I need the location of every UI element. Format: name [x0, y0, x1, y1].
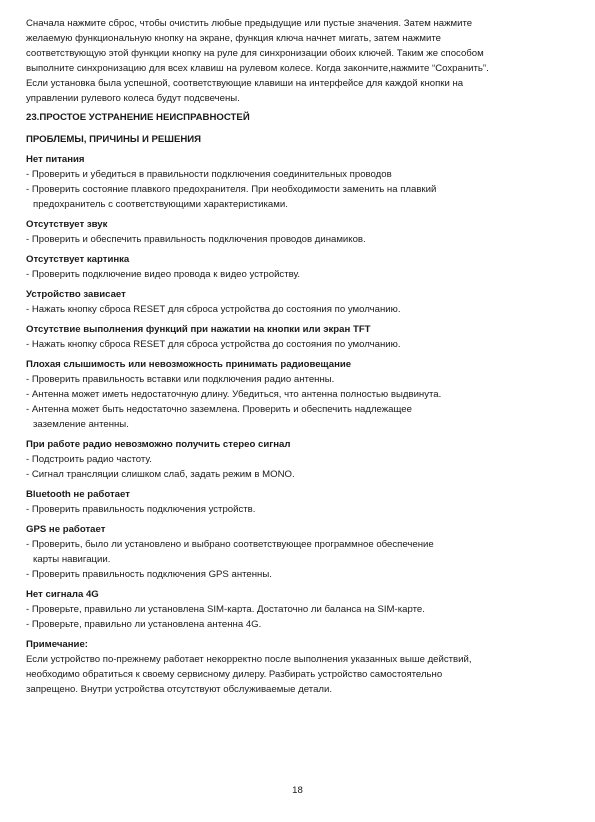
problem-block-poor-radio — [26, 357, 571, 432]
solution-line: - Проверить, было ли установлено и выбрано соответствующее программное обеспечение — [26, 539, 434, 550]
problem-block-no-sound — [26, 217, 571, 247]
solution-item — [26, 467, 571, 482]
problem-title: При работе радио невозможно получить стерео сигнал — [26, 439, 291, 450]
note-block — [26, 637, 571, 697]
solution-line: - Проверьте, правильно ли установлена антенна 4G. — [26, 619, 262, 630]
solution-line: - Нажать кнопку сброса RESET для сброса устройства до состояния по умолчанию. — [26, 339, 401, 350]
solution-item — [26, 602, 571, 617]
problem-block-bluetooth — [26, 487, 571, 517]
solution-item — [26, 452, 571, 467]
problem-block-device-freezes — [26, 287, 571, 317]
intro-line: желаемую функциональную кнопку на экране, функция ключа начнет мигать, затем нажмите — [26, 33, 441, 44]
page-content — [26, 16, 571, 697]
note-line: запрещено. Внутри устройства отсутствуют обслуживаемые детали. — [26, 684, 333, 695]
problem-block-gps — [26, 522, 571, 582]
note-line: необходимо обратиться к своему сервисному дилеру. Разбирать устройство самостоятельно — [26, 669, 443, 680]
intro-line: Сначала нажмите сброс, чтобы очистить любые предыдущие или пустые значения. Затем нажмите — [26, 18, 473, 29]
section-subtitle: ПРОБЛЕМЫ, ПРИЧИНЫ И РЕШЕНИЯ — [26, 134, 202, 145]
problem-block-no-response — [26, 322, 571, 352]
solution-line: карты навигации. — [33, 554, 111, 565]
problem-title: Устройство зависает — [26, 289, 126, 300]
page-number: 18 — [292, 785, 303, 796]
solution-line: - Проверить и убедиться в правильности подключения соединительных проводов — [26, 169, 392, 180]
solution-line: заземление антенны. — [33, 419, 129, 430]
solution-line: - Подстроить радио частоту. — [26, 454, 152, 465]
intro-line: Если установка была успешной, соответствующие клавиши на интерфейсе для каждой кнопки на — [26, 78, 464, 89]
problem-block-no-power — [26, 152, 571, 212]
solution-item — [26, 372, 571, 387]
solution-item — [26, 567, 571, 582]
solution-item — [26, 182, 571, 212]
solution-item — [26, 302, 571, 317]
solution-line: - Проверить состояние плавкого предохранителя. При необходимости заменить на плавкий — [26, 184, 437, 195]
solution-line: - Проверьте, правильно ли установлена SIM-карта. Достаточно ли баланса на SIM-карте. — [26, 604, 425, 615]
problem-block-4g — [26, 587, 571, 632]
problem-block-no-stereo — [26, 437, 571, 482]
intro-line: соответствующую этой функции кнопку на руле для синхронизации обоих ключей. Таким же способом — [26, 48, 484, 59]
solution-item — [26, 167, 571, 182]
solution-item — [26, 387, 571, 402]
problem-title: Отсутствует картинка — [26, 254, 130, 265]
intro-line: выполните синхронизацию для всех клавиш на рулевом колесе. Когда закончите,нажмите “Сохранить”. — [26, 63, 489, 74]
intro-paragraph — [26, 16, 571, 106]
solution-line: - Антенна может иметь недостаточную длину. Убедиться, что антенна полностью выдвинута. — [26, 389, 442, 400]
solution-item — [26, 402, 571, 432]
section-title: 23.ПРОСТОЕ УСТРАНЕНИЕ НЕИСПРАВНОСТЕЙ — [26, 112, 250, 123]
solution-line: - Проверить правильность подключения устройств. — [26, 504, 256, 515]
problem-title: Нет сигнала 4G — [26, 589, 99, 600]
solution-item — [26, 232, 571, 247]
solution-item — [26, 337, 571, 352]
problem-title: Отсутствует звук — [26, 219, 108, 230]
solution-line: предохранитель с соответствующими характеристиками. — [33, 199, 288, 210]
problem-title: Плохая слышимость или невозможность принимать радиовещание — [26, 359, 352, 370]
solution-line: - Антенна может быть недостаточно заземлена. Проверить и обеспечить надлежащее — [26, 404, 412, 415]
note-line: Если устройство по-прежнему работает некорректно после выполнения указанных выше действий, — [26, 654, 472, 665]
problem-title: GPS не работает — [26, 524, 106, 535]
problem-title: Отсутствие выполнения функций при нажатии на кнопки или экран TFT — [26, 324, 371, 335]
solution-item — [26, 537, 571, 567]
solution-line: - Проверить и обеспечить правильность подключения проводов динамиков. — [26, 234, 366, 245]
solution-line: - Проверить правильность подключения GPS антенны. — [26, 569, 272, 580]
solution-line: - Сигнал трансляции слишком слаб, задать режим в MONO. — [26, 469, 295, 480]
solution-line: - Проверить подключение видео провода к видео устройству. — [26, 269, 301, 280]
problem-title: Нет питания — [26, 154, 85, 165]
solution-line: - Проверить правильность вставки или подключения радио антенны. — [26, 374, 335, 385]
intro-line: управлении рулевого колеса будут подсвечены. — [26, 93, 240, 104]
solution-line: - Нажать кнопку сброса RESET для сброса устройства до состояния по умолчанию. — [26, 304, 401, 315]
solution-item — [26, 617, 571, 632]
solution-item — [26, 267, 571, 282]
solution-item — [26, 502, 571, 517]
problem-block-no-picture — [26, 252, 571, 282]
problem-title: Bluetooth не работает — [26, 489, 130, 500]
note-title: Примечание: — [26, 639, 88, 650]
